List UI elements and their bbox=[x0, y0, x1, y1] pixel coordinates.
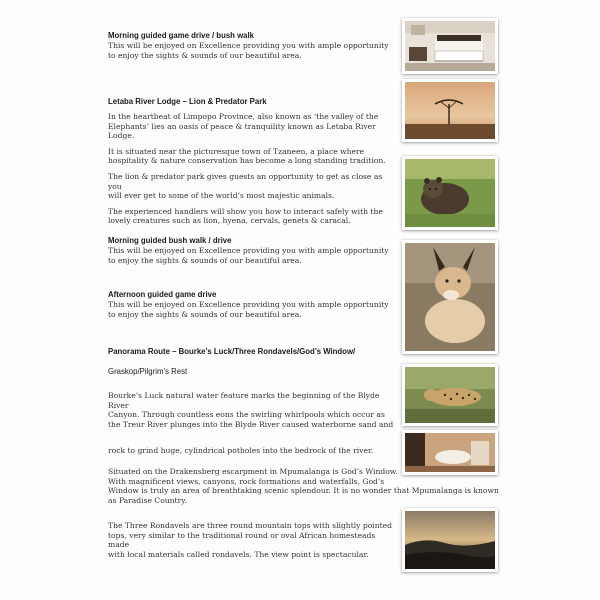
text-line: Canyon. Through countless eons the swirling whirlpools which occur as bbox=[108, 410, 385, 420]
heading-morning-game-drive: Morning guided game drive / bush walk bbox=[108, 31, 254, 40]
text-line: to enjoy the sights & sounds of our beautiful area. bbox=[108, 50, 302, 60]
section-afternoon-drive bbox=[108, 290, 398, 319]
text-line: Elephants’ lies an oasis of peace & tranquility known as Letaba River Lodge. bbox=[108, 121, 376, 141]
heading-panorama-line2-wrap bbox=[108, 367, 398, 377]
heading-panorama-line2: Graskop/Pilgrim’s Rest bbox=[108, 367, 188, 376]
sunset-acacia-photo bbox=[402, 79, 498, 142]
text-line: This will be enjoyed on Excellence providing you with ample opportunity bbox=[108, 300, 389, 309]
heading-morning-bush-walk: Morning guided bush walk / drive bbox=[108, 236, 232, 245]
text-line: Window is truly an area of breathtaking scenic splendour. It is no wonder that Mpumalanga is known bbox=[108, 486, 499, 496]
text-line: The experienced handlers will show you how to interact safely with the bbox=[108, 206, 383, 216]
section-letaba bbox=[108, 97, 398, 226]
text-line: The Three Rondavels are three round mountain tops with slightly pointed bbox=[108, 521, 393, 530]
panorama-p3 bbox=[108, 521, 398, 559]
text-line: Situated on the Drakensberg escarpment in Mpumalanga is God’s Window. bbox=[108, 467, 398, 476]
heading-panorama: Panorama Route – Bourke’s Luck/Three Rondavels/God’s Window/ bbox=[108, 347, 356, 356]
leopard-photo bbox=[402, 364, 498, 426]
text-line: This will be enjoyed on Excellence providing you with ample opportunity bbox=[108, 41, 389, 50]
text-line: rock to grind huge, cylindrical potholes into the bedrock of the river. bbox=[108, 446, 374, 455]
lodge-bedroom-photo bbox=[402, 18, 498, 74]
text-line: The lion & predator park gives guests an opportunity to get as close as you bbox=[108, 171, 383, 191]
text-line: hospitality & nature conservation has become a long standing tradition. bbox=[108, 156, 386, 166]
section-morning-bush-walk bbox=[108, 236, 398, 265]
text-line: to enjoy the sights & sounds of our beautiful area. bbox=[108, 255, 302, 265]
text-line: the Treur River plunges into the Blyde River caused waterborne sand and bbox=[108, 419, 394, 429]
text-line: With magnificent views, canyons, rock formations and waterfalls, God’s bbox=[108, 476, 385, 486]
text-line: In the heartbeat of Limpopo Province, also known as ‘the valley of the bbox=[108, 112, 379, 121]
text-line: as Paradise Country. bbox=[108, 495, 187, 505]
text-line: with local materials called rondavels. The view point is spectacular. bbox=[108, 549, 369, 559]
canyon-sunset-photo bbox=[402, 508, 498, 572]
text-line: tops, very similar to the traditional round or oval African homesteads made bbox=[108, 530, 376, 550]
panorama-p1 bbox=[108, 391, 398, 429]
text-line: It is situated near the picturesque town of Tzaneen, a place where bbox=[108, 146, 365, 156]
text-line: lovely creatures such as lion, hyena, cervals, genets & caracal. bbox=[108, 216, 351, 226]
text-line: Bourke’s Luck natural water feature marks the beginning of the Blyde River bbox=[108, 391, 380, 410]
hyena-photo bbox=[402, 156, 498, 230]
heading-afternoon-drive: Afternoon guided game drive bbox=[108, 290, 217, 299]
text-line: will ever get to some of the world’s most majestic animals. bbox=[108, 191, 335, 201]
caracal-photo bbox=[402, 240, 498, 354]
heading-panorama-line1 bbox=[108, 347, 398, 357]
text-line: This will be enjoyed on Excellence providing you with ample opportunity bbox=[108, 246, 389, 255]
panorama-p1-cont bbox=[108, 446, 398, 456]
bathroom-tub-photo bbox=[402, 430, 498, 475]
text-line: to enjoy the sights & sounds of our beautiful area. bbox=[108, 309, 302, 319]
heading-letaba: Letaba River Lodge – Lion & Predator Park bbox=[108, 97, 267, 106]
section-morning-game-drive bbox=[108, 31, 398, 60]
